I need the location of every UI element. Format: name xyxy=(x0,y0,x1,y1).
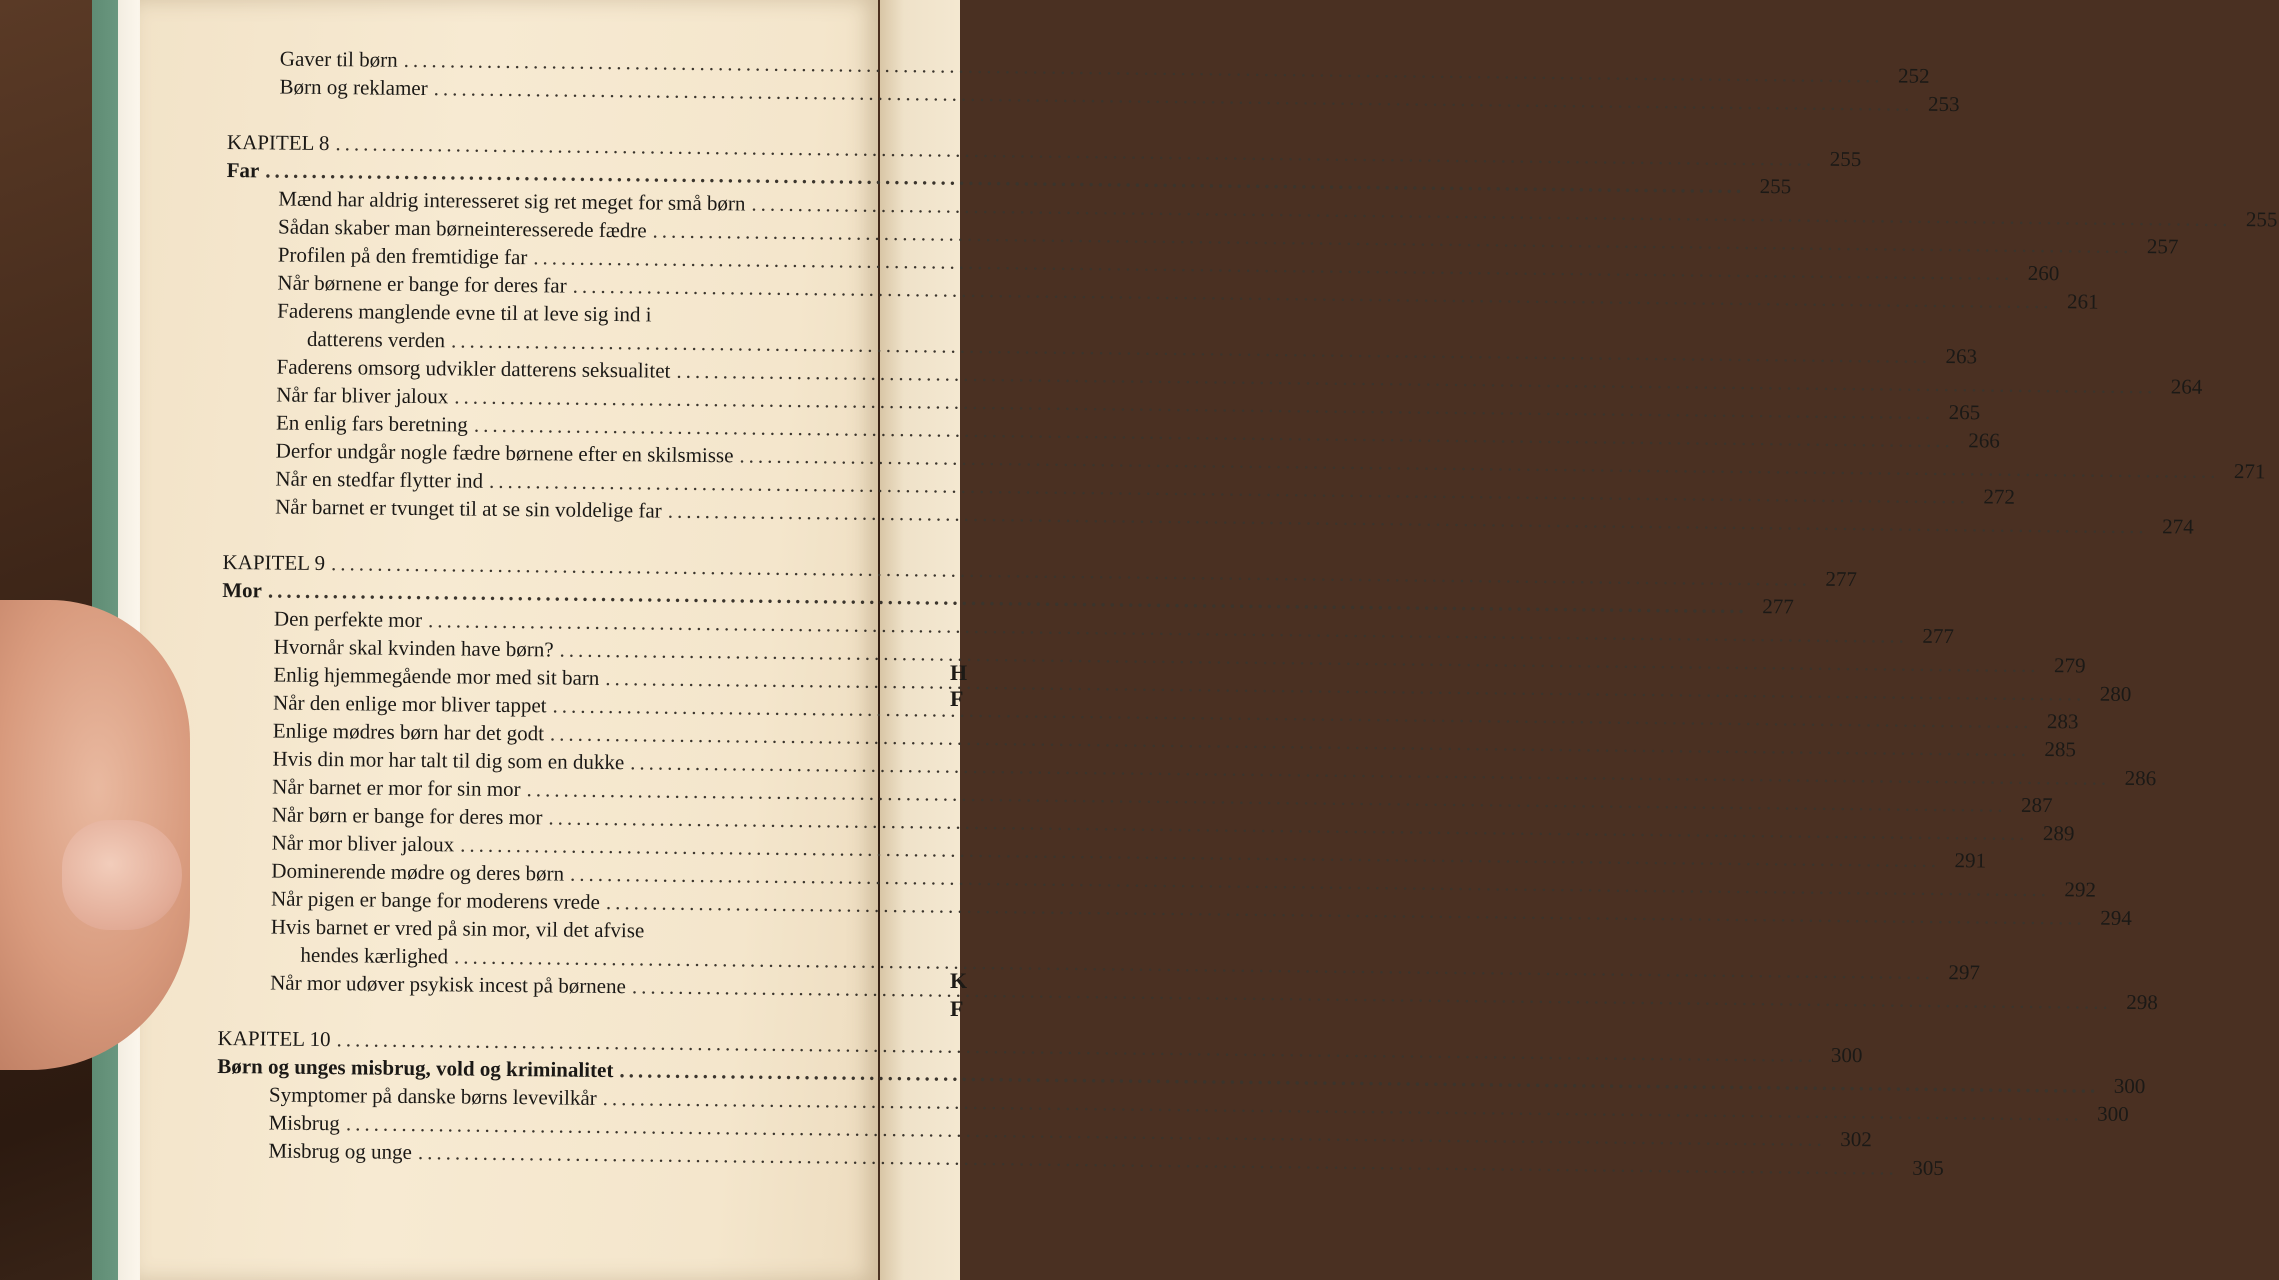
toc-entry: Hvis din mor har talt til dig som en dukke ..... 286 xyxy=(220,744,860,779)
toc-entry-continuation: hendes kærlighed ..... 297 xyxy=(218,940,858,975)
toc-entry: Gaver til børn ..... 252 xyxy=(228,44,868,79)
toc-entry: Når pigen er bange for moderens vrede ..... 294 xyxy=(219,884,859,919)
toc-entry: Faderens omsorg udvikler datterens seksualitet ..... 264 xyxy=(224,352,864,387)
toc-entry: En enlig fars beretning ..... 266 xyxy=(224,408,864,443)
toc-entry: Symptomer på danske børns levevilkår ..... 300 xyxy=(217,1080,857,1115)
toc-entry: Når mor udøver psykisk incest på børnene ..... 298 xyxy=(218,968,858,1003)
toc-entry: Dominerende mødre og deres børn ..... 292 xyxy=(219,856,859,891)
chapter-title: Mor ..... 277 xyxy=(222,576,862,611)
toc-entry: Når børnene er bange for deres far ..... 261 xyxy=(225,268,865,303)
table-of-contents xyxy=(216,44,2278,1181)
toc-entry: Når mor bliver jaloux ..... 291 xyxy=(219,828,859,863)
toc-entry: Børn og reklamer ..... 253 xyxy=(227,72,867,107)
chapter-title: Far ..... 255 xyxy=(227,156,867,191)
chapter-heading: KAPITEL 9 ..... 277 xyxy=(222,548,862,583)
chapter-title: Børn og unges misbrug, vold og kriminalitet ..... 300 xyxy=(217,1052,857,1087)
chapter-heading: KAPITEL 8 ..... 255 xyxy=(227,128,867,163)
chapter-heading: KAPITEL 10 ..... 300 xyxy=(217,1024,857,1059)
toc-entry: Når en stedfar flytter ind ..... 272 xyxy=(223,464,863,499)
toc-entry-continuation: datterens verden ..... 263 xyxy=(225,324,865,359)
toc-entry: Når far bliver jaloux ..... 265 xyxy=(224,380,864,415)
toc-entry: Enlige mødres børn har det godt ..... 285 xyxy=(221,716,861,751)
next-page-glyph: H xyxy=(950,660,968,685)
toc-entry: Når barnet er tvunget til at se sin voldelige far ..... 274 xyxy=(223,492,863,527)
toc-entry: Hvis barnet er vred på sin mor, vil det afvise xyxy=(270,914,645,943)
next-page-glyph: F xyxy=(950,996,964,1021)
toc-entry: Mænd har aldrig interesseret sig ret meget for små børn ..... 255 xyxy=(226,184,866,219)
toc-entry: Enlig hjemmegående mor med sit barn ..... 280 xyxy=(221,660,861,695)
toc-entry: Når børn er bange for deres mor ..... 289 xyxy=(220,800,860,835)
thumb-nail xyxy=(62,820,182,930)
toc-entry: Når barnet er mor for sin mor ..... 287 xyxy=(220,772,860,807)
toc-entry: Sådan skaber man børneinteresserede fædre ..... 257 xyxy=(226,212,866,247)
toc-entry: Hvornår skal kvinden have børn? ..... 279 xyxy=(222,632,862,667)
toc-entry: Faderens manglende evne til at leve sig ind i xyxy=(277,298,652,327)
toc-entry: Profilen på den fremtidige far ..... 260 xyxy=(226,240,866,275)
toc-entry: Når den enlige mor bliver tappet ..... 283 xyxy=(221,688,861,723)
toc-entry: Den perfekte mor ..... 277 xyxy=(222,604,862,639)
toc-entry: Derfor undgår nogle fædre børnene efter en skilsmisse ..... 271 xyxy=(224,436,864,471)
toc-entry: Misbrug og unge ..... 305 xyxy=(216,1136,856,1171)
next-page-glyph: F xyxy=(950,686,964,711)
toc-entry: Misbrug ..... 302 xyxy=(217,1108,857,1143)
next-page-glyph: K xyxy=(950,968,968,993)
